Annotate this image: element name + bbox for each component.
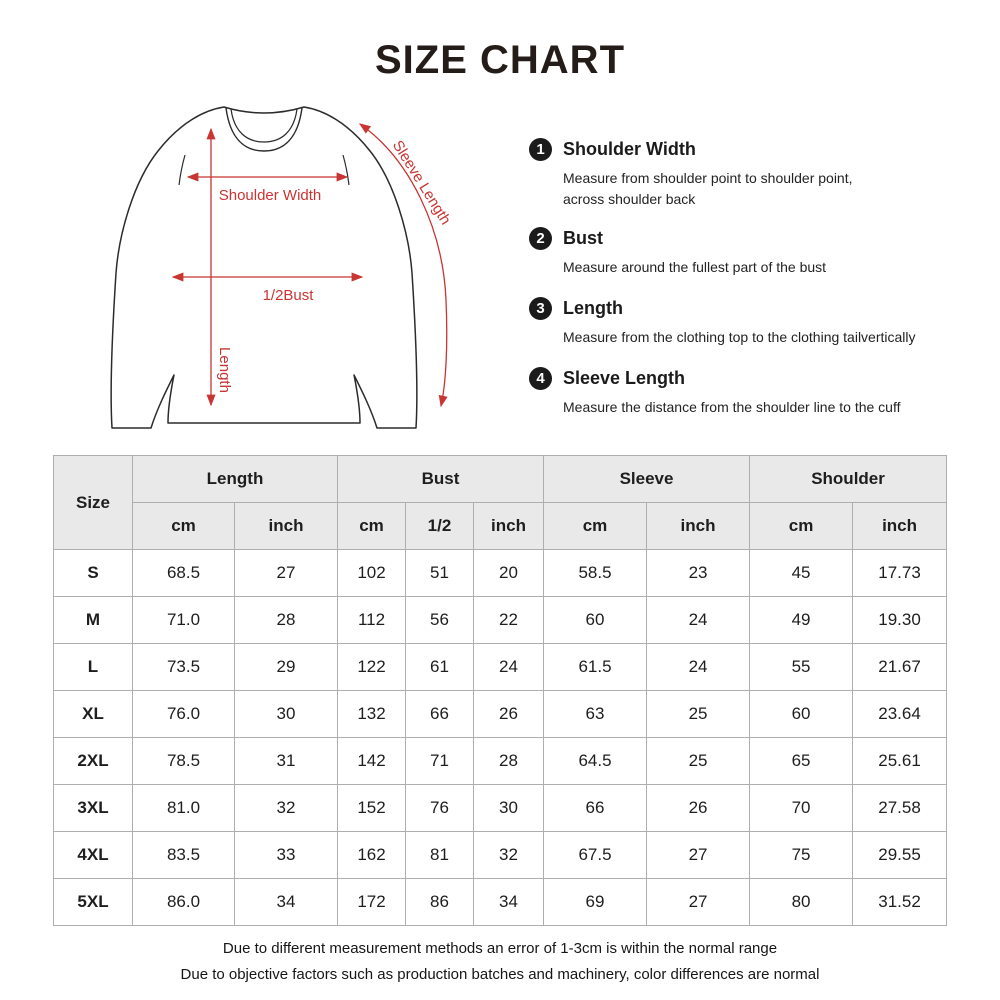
value-cell: 23.64 bbox=[853, 691, 947, 738]
value-cell: 76 bbox=[406, 785, 474, 832]
value-cell: 71 bbox=[406, 738, 474, 785]
value-cell: 23 bbox=[647, 550, 750, 597]
value-cell: 22 bbox=[474, 597, 544, 644]
value-cell: 33 bbox=[235, 832, 338, 879]
value-cell: 51 bbox=[406, 550, 474, 597]
value-cell: 20 bbox=[474, 550, 544, 597]
shoulder-width-label: Shoulder Width bbox=[218, 187, 322, 204]
value-cell: 58.5 bbox=[544, 550, 647, 597]
value-cell: 55 bbox=[750, 644, 853, 691]
table-row bbox=[54, 691, 947, 738]
table-row bbox=[54, 644, 947, 691]
value-cell: 27 bbox=[647, 832, 750, 879]
value-cell: 60 bbox=[544, 597, 647, 644]
sleeve-length-label: Sleeve Length bbox=[388, 137, 455, 228]
instruction-desc bbox=[563, 257, 826, 278]
unit-header: cm bbox=[133, 503, 235, 550]
value-cell: 30 bbox=[235, 691, 338, 738]
value-cell: 64.5 bbox=[544, 738, 647, 785]
value-cell: 21.67 bbox=[853, 644, 947, 691]
instruction-shoulder-width bbox=[529, 138, 853, 210]
value-cell: 75 bbox=[750, 832, 853, 879]
value-cell: 86.0 bbox=[133, 879, 235, 926]
step-4-badge: 4 bbox=[529, 367, 552, 390]
value-cell: 65 bbox=[750, 738, 853, 785]
value-cell: 132 bbox=[338, 691, 406, 738]
value-cell: 27 bbox=[235, 550, 338, 597]
half-bust-label: 1/2Bust bbox=[262, 287, 314, 304]
value-cell: 69 bbox=[544, 879, 647, 926]
value-cell: 152 bbox=[338, 785, 406, 832]
desc-line: Measure around the fullest part of the bust bbox=[563, 259, 827, 275]
instruction-bust bbox=[529, 227, 826, 278]
table-row bbox=[54, 597, 947, 644]
unit-header: 1/2 bbox=[406, 503, 474, 550]
value-cell: 27 bbox=[647, 879, 750, 926]
instruction-head bbox=[529, 367, 901, 390]
instruction-head bbox=[529, 227, 826, 250]
desc-line: across shoulder back bbox=[563, 191, 696, 207]
value-cell: 80 bbox=[750, 879, 853, 926]
value-cell: 86 bbox=[406, 879, 474, 926]
size-cell: L bbox=[54, 644, 133, 691]
value-cell: 66 bbox=[406, 691, 474, 738]
value-cell: 66 bbox=[544, 785, 647, 832]
value-cell: 71.0 bbox=[133, 597, 235, 644]
value-cell: 70 bbox=[750, 785, 853, 832]
instruction-title: Length bbox=[563, 298, 623, 318]
value-cell: 24 bbox=[474, 644, 544, 691]
value-cell: 56 bbox=[406, 597, 474, 644]
instruction-head bbox=[529, 297, 916, 320]
value-cell: 162 bbox=[338, 832, 406, 879]
table-header bbox=[54, 456, 947, 550]
unit-header: inch bbox=[474, 503, 544, 550]
value-cell: 83.5 bbox=[133, 832, 235, 879]
value-cell: 34 bbox=[235, 879, 338, 926]
value-cell: 45 bbox=[750, 550, 853, 597]
value-cell: 26 bbox=[474, 691, 544, 738]
instruction-head bbox=[529, 138, 853, 161]
value-cell: 25.61 bbox=[853, 738, 947, 785]
value-cell: 102 bbox=[338, 550, 406, 597]
value-cell: 32 bbox=[235, 785, 338, 832]
instruction-title: Shoulder Width bbox=[563, 139, 696, 159]
table-row bbox=[54, 550, 947, 597]
value-cell: 30 bbox=[474, 785, 544, 832]
value-cell: 28 bbox=[474, 738, 544, 785]
table-row bbox=[54, 785, 947, 832]
value-cell: 31 bbox=[235, 738, 338, 785]
value-cell: 25 bbox=[647, 738, 750, 785]
value-cell: 68.5 bbox=[133, 550, 235, 597]
value-cell: 81 bbox=[406, 832, 474, 879]
note-line: Due to different measurement methods an error of 1-3cm is within the normal range bbox=[222, 940, 778, 957]
value-cell: 32 bbox=[474, 832, 544, 879]
instructions-panel bbox=[529, 133, 969, 433]
col-header-length: Length bbox=[133, 456, 338, 503]
unit-header: inch bbox=[853, 503, 947, 550]
size-cell: S bbox=[54, 550, 133, 597]
size-table bbox=[53, 455, 947, 926]
unit-header: cm bbox=[338, 503, 406, 550]
sweater-diagram-svg bbox=[88, 93, 508, 443]
col-header-sleeve: Sleeve bbox=[544, 456, 750, 503]
table-row bbox=[54, 879, 947, 926]
size-cell: 3XL bbox=[54, 785, 133, 832]
unit-header: inch bbox=[647, 503, 750, 550]
unit-header: cm bbox=[544, 503, 647, 550]
value-cell: 19.30 bbox=[853, 597, 947, 644]
value-cell: 142 bbox=[338, 738, 406, 785]
sweater-diagram bbox=[88, 93, 508, 443]
value-cell: 49 bbox=[750, 597, 853, 644]
value-cell: 78.5 bbox=[133, 738, 235, 785]
col-header-shoulder: Shoulder bbox=[750, 456, 947, 503]
footer-notes bbox=[0, 936, 1000, 988]
value-cell: 81.0 bbox=[133, 785, 235, 832]
value-cell: 24 bbox=[647, 597, 750, 644]
step-2-badge: 2 bbox=[529, 227, 552, 250]
size-cell: 4XL bbox=[54, 832, 133, 879]
value-cell: 76.0 bbox=[133, 691, 235, 738]
value-cell: 24 bbox=[647, 644, 750, 691]
instruction-title: Sleeve Length bbox=[563, 368, 686, 388]
value-cell: 73.5 bbox=[133, 644, 235, 691]
value-cell: 28 bbox=[235, 597, 338, 644]
instruction-length bbox=[529, 297, 916, 348]
instruction-desc bbox=[563, 168, 853, 210]
instruction-sleeve-length bbox=[529, 367, 901, 418]
value-cell: 172 bbox=[338, 879, 406, 926]
desc-line: Measure from the clothing top to the clothing tailvertically bbox=[563, 329, 916, 345]
unit-header: inch bbox=[235, 503, 338, 550]
size-cell: 5XL bbox=[54, 879, 133, 926]
col-header-size: Size bbox=[54, 456, 133, 550]
unit-header-row bbox=[54, 503, 947, 550]
table-row bbox=[54, 832, 947, 879]
value-cell: 63 bbox=[544, 691, 647, 738]
value-cell: 17.73 bbox=[853, 550, 947, 597]
desc-line: Measure the distance from the shoulder line to the cuff bbox=[563, 399, 901, 415]
table-row bbox=[54, 738, 947, 785]
unit-header: cm bbox=[750, 503, 853, 550]
value-cell: 26 bbox=[647, 785, 750, 832]
size-cell: 2XL bbox=[54, 738, 133, 785]
instruction-title: Bust bbox=[563, 228, 603, 248]
page-title: SIZE CHART bbox=[375, 38, 625, 82]
group-header-row bbox=[54, 456, 947, 503]
size-table-body bbox=[54, 550, 947, 926]
value-cell: 34 bbox=[474, 879, 544, 926]
size-table-wrap bbox=[53, 455, 947, 926]
desc-line: Measure from shoulder point to shoulder point, bbox=[563, 170, 853, 186]
step-1-badge: 1 bbox=[529, 138, 552, 161]
value-cell: 67.5 bbox=[544, 832, 647, 879]
col-header-bust: Bust bbox=[338, 456, 544, 503]
value-cell: 122 bbox=[338, 644, 406, 691]
size-cell: XL bbox=[54, 691, 133, 738]
step-3-badge: 3 bbox=[529, 297, 552, 320]
note-line: Due to objective factors such as production batches and machinery, color differences are normal bbox=[180, 966, 820, 983]
value-cell: 31.52 bbox=[853, 879, 947, 926]
length-label: Length bbox=[216, 347, 234, 393]
value-cell: 112 bbox=[338, 597, 406, 644]
value-cell: 61 bbox=[406, 644, 474, 691]
value-cell: 29.55 bbox=[853, 832, 947, 879]
size-cell: M bbox=[54, 597, 133, 644]
value-cell: 60 bbox=[750, 691, 853, 738]
instruction-desc bbox=[563, 327, 916, 348]
value-cell: 27.58 bbox=[853, 785, 947, 832]
instruction-desc bbox=[563, 397, 901, 418]
value-cell: 29 bbox=[235, 644, 338, 691]
value-cell: 61.5 bbox=[544, 644, 647, 691]
sweater-outline bbox=[111, 107, 417, 428]
value-cell: 25 bbox=[647, 691, 750, 738]
